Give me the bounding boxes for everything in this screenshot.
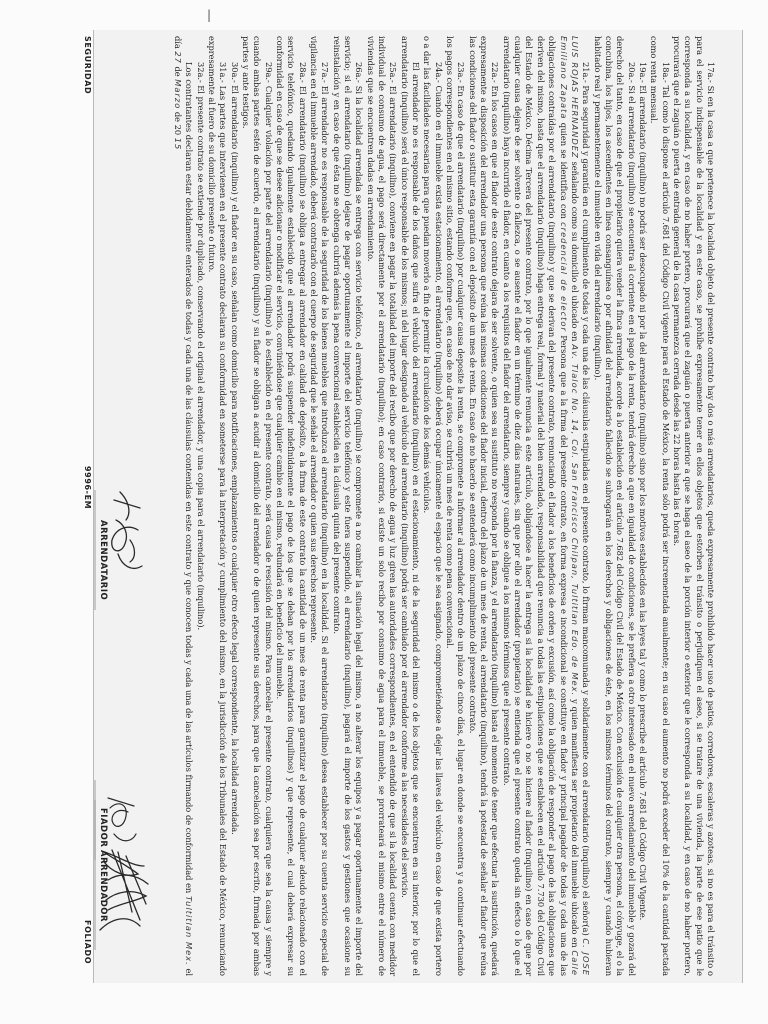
clause-29: 29a.- Cualquier violación por parte del arrendatario (inquilino) a lo establecido en el presente contrato, será causa de rescisión del mismo. Para cancelar el presente contrato, cualquiera que sea la causa y siempre y cuando ambas partes estén de acuerdo, el arrendatario (inquilino) y su fiador se obligan a acudir al domicilio del arrendador o de quien represente sus derechos, para que la cancelación sea por escrito, firmada por ambas partes y ante testigos. <box>240 36 274 976</box>
clause-30: 30a.- El arrendatario (inquilino) y el fiador en su caso, señalan como domicilio para notificaciones, emplazamientos o cualquier otro efecto legal correspondiente, la localidad arrendada. <box>229 62 240 835</box>
contract-sheet <box>93 30 743 983</box>
fiador-name-fill: C. JOSE LUIS ROJAS HERNANDEZ <box>569 36 592 977</box>
fiador-address-fill: Av. Tlaloc No. 14, Col. San Francisco Chilpan, Tultitlan Edo. de Mex. <box>569 344 580 697</box>
footer-foliado: FOLIADO <box>83 920 92 965</box>
closing-text4: de 20 <box>172 111 183 136</box>
footer-code: 9996-EM <box>83 466 92 510</box>
top-mark: | <box>207 8 212 22</box>
clause-25: 25a.- El arrendatario (inquilino), conviene en pagar la totalidad del importe del recibo que por derecho de agua y luz giren las autoridades correspondientes, en el entendido de que si la localidad cuenta con medidor individual de consumo de agua, el pago será directamente por el arrendatario (inquilino); en caso contrario, si existe un solo recibo por consumo de agua para el inmueble, se prorrateará el mismo entre el número de viviendas que se encuentren dadas en arrendamiento. <box>365 36 399 976</box>
clause-18: 18a.- Tal como lo dispone el artículo 7.681 del Código Civil vigente para el Estado de México, la renta sólo podrá ser incrementada anualmente; en su caso el aumento no podrá exceder del 10% de la cantidad pactada como renta mensual. <box>649 36 671 976</box>
closing-text: Los contratantes declaran estar debidamente enterados de todas y cada una de las cláusulas contenidas en este contrato y que conocen todas y cada una de las artículos firmando de conformidad en <box>184 62 195 894</box>
arrendatario-label: ARRENDATARIO <box>98 520 108 601</box>
clause-31: 31a.- Las partes que intervienen en el presente contrato declaran su conformidad en someterse para la interpretación y cumplimiento del mismo, en la jurisdicción de los Tribunales del Estado de México, renunciando expresamente al fuero de su domicilio presente o futuro. <box>206 36 229 976</box>
clause-22: 22a.- En los casos en que el fiador de este contrato dejara de ser solvente, o quien sea su sustituto no responda por la fianza, y el arrendatario (inquilino) hasta el momento de tener que efectuar la sustitución, quedará expresamente a disposición del arrendador una persona que reúna las mismas condiciones del fiador inicial, dentro del plazo de un mes de renta, el arrendatario (inquilino), tendrá la potestad de señalar el fiador que reúna las condiciones del fiador o sustituir esta garantía con el depósito de un mes de renta. En caso de no hacerlo se entenderá como incumplimiento del presente contrato. <box>467 36 501 976</box>
clause-21 <box>500 36 591 976</box>
clause-21-text5: Persona que a la firma del presente contrato, en forma expresa e incondicional se constituye en fiador y principal pagador de todas y cada una de las obligaciones contraídas por el arrendatario (inquilino) y que se derivan del presente contrato, renunciando el fiador a los beneficios de orden y excusión, así como la obligación de responder al pago de las obligaciones que deriven del mismo, hasta que el arrendatario (inquilino) haga entrega real, formal y material del bien arrendado, responsabilidad que renuncia a todas las estipulaciones que se establecen en el artículo 7.730 del Código Civil del Estado de México. Décima Tercera del presente contrato, por lo que igualmente renuncia a este artículo, obligándose a hacer la entrega si la localidad se hiciere o no se hiciere al fiador (inquilino) en caso de que por cualquier causa dejare de ser solvente o fallezca, o se ausente el fiador en un término de diez días naturales, sin que por ello el arrendador (propietario) se entienda que el presente contrato queda sin efecto o lo que el arrendatario (inquilino) haya incurrido el fiador, en cuanto a los requisitos del fiador del arrendatario, siempre y cuando se obligue a los mismos términos que el presente contrato. <box>501 36 569 976</box>
clause-27: 27a.- El arrendador no es responsable de la seguridad de los bienes muebles que introduzca el arrendatario (inquilino) en la localidad. Si el arrendatario (inquilino) desea establecer por su cuenta servicio especial de vigilancia en el inmueble arrendado, deberá contratarlo con el cuerpo de seguridad que le señale el arrendador o quien sus derechos represente. <box>308 36 331 976</box>
day-fill: 27 <box>172 51 183 64</box>
clause-24-continued: El arrendador no es responsable de los daños que sufra el vehículo del arrendatario (inquilino) en el estacionamiento, ni de la seguridad del mismo o de los objetos que se encuentren en su interior, por lo que el arrendatario (inquilino) será el único responsable de los mismos; ni del lugar designado al vehículo del arrendatario (inquilino) podrá ser cambiado por el arrendador conforme a las necesidades del servicio. <box>399 36 422 976</box>
fiador-label: FIADOR <box>98 808 108 848</box>
arrendador-label: ARRENDADOR <box>98 850 108 923</box>
clause-20: 20a.- Si el arrendatario (inquilino) se encuentra al corriente en el pago de la renta, tendrá derecho a que en igualdad de condiciones, se le prefiera a otro interesado en el nuevo arrendamiento del inmueble y gozará del derecho del tanto, en caso de que el propietario quiera vender la finca arrendada, acorde a lo establecido en el artículo 7.682 del Código Civil del Estado de México. Con exclusión de cualquier otra persona, el cónyuge, el o la concubina, los hijos, los ascendientes en línea consanguínea o por afinidad del arrendatario fallecido se subrogarán en los derechos y obligaciones de éste, en los mismos términos del contrato, siempre y cuando hubieran habitado real y permanentemente el inmueble en vida del arrendatario (inquilino). <box>592 36 637 976</box>
contract-text <box>116 36 716 976</box>
identification-fill: credencial de elector <box>558 222 569 332</box>
closing-statement <box>172 36 195 976</box>
year-fill: 15 <box>172 137 183 151</box>
clause-23: 23a.- En caso de que el arrendatario (inquilino) por cualquier causa deposite la renta, se compromete a informar al arrendador dentro de un plazo de cinco días, el lugar en donde se encuentra y a continuar efectuando los pagos correspondientes en el mismo sitio, estando conforme que, en caso de no dar aviso, se cubrirá un mes de renta como pena convencional. <box>445 36 467 976</box>
property-address-fill: Calle Emiliano Zapata <box>558 36 580 977</box>
month-fill: Marzo <box>172 79 183 110</box>
clause-32: 32a.- El presente contrato se extiende por duplicado, conservando el original el arrendador, y una copia para el arrendatario (inquilino). <box>195 62 206 631</box>
clause-24: 24a.- Cuando en el inmueble exista estacionamiento, el arrendatario (inquilino) deberá ocupar únicamente el espacio que le sea asignado, comprometiéndose a dejar las llaves del vehículo en caso de que exista portero o a dar las facilidades necesarias para que puedan moverlo a fin de permitir la circulación de los demás vehículos. <box>422 36 444 976</box>
closing-text3: de <box>172 66 183 77</box>
clause-21-text4: quien se identifica con <box>558 122 569 219</box>
clause-21-text: 21a.- Para seguridad y garantía en el cumplimiento de todas y cada una de las cláusulas estipuladas en el presente contrato, lo firman mancomunada y solidariamente con el arrendatario (inquilino) el señor(a) <box>581 62 592 936</box>
clause-21-text2: señalando como su domicilio el ubicado en <box>569 161 580 342</box>
clause-28: 28a.- El arrendatario (inquilino) se obliga a entregar al arrendador en calidad de depósito, a la firma de este contrato la cantidad de un mes de renta para garantizar el pago de cualquier adeudo relacionado con el servicio telefónico, quedando igualmente establecido que el arrendador podrá suspender indefinidamente el pago de los que se deban por los arrendatarios (inquilinos) y que represente, el cual deberá expresar su conformidad en caso de que se desee adicionar o modificar el servicio, conviniéndose que cualquier cambio en el mismo, redundará en beneficio del inmueble. <box>274 36 308 976</box>
clause-17: 17a.- Si en la casa a que pertenece la localidad objeto del presente contrato hay dos o más arrendatarios, queda expresamente prohibido hacer uso de patios, corredores, escaleras y azoteas, si no es para el tránsito o para el servicio indispensable de la localidad y en este caso, se prohíbe expresamente tener en ellos objetos que estorben el tránsito o perjudiquen el aseo, si se tratare de una vivienda, la parte de ese patio que le corresponda a su localidad, y en caso de no haber portero, procurará que el zaguán o puerta anterior a que se haga el aseo de la porción interior o exterior que le corresponda a su localidad, y en caso de no haber portero, procurará que el zaguán o puerta de entrada general de la casa permanezca cerrada desde las 22 horas hasta las 6 horas. <box>671 36 716 976</box>
place-fill: Tultitlan Mex. <box>184 895 195 966</box>
clause-21-text3: y quien manifiesta ser propietario del inmueble ubicado en <box>569 699 580 948</box>
clause-19: 19a.- El arrendatario (inquilino) no podrá ser desocupado ni por la del arrendatario (inquilino) sino por los motivos establecidos en las leyes tal y como lo prescribe el artículo 7.681 del Código Civil Vigente. <box>637 62 648 921</box>
closing-text2: el día <box>172 36 195 976</box>
footer-seguridad: SEGURIDAD <box>83 36 92 95</box>
clause-26: 26a.- Si la localidad arrendada se entrega con servicio telefónico, el arrendatario (inquilino) se compromete a no cambiar la situación legal del mismo, a no alterar los equipos y a pagar oportunamente el importe del servicio; si el arrendatario (inquilino) dejare de pagar oportunamente el importe del servicio telefónico y este fuera suspendido, el arrendatario (inquilino), pagará el importe de los gastos y gestiones que ocasione su reinstalación y en caso de que ésta no se obtenga cubrirá además la pena convencional establecida en la cláusula quinta del presente contrato. <box>331 36 365 976</box>
